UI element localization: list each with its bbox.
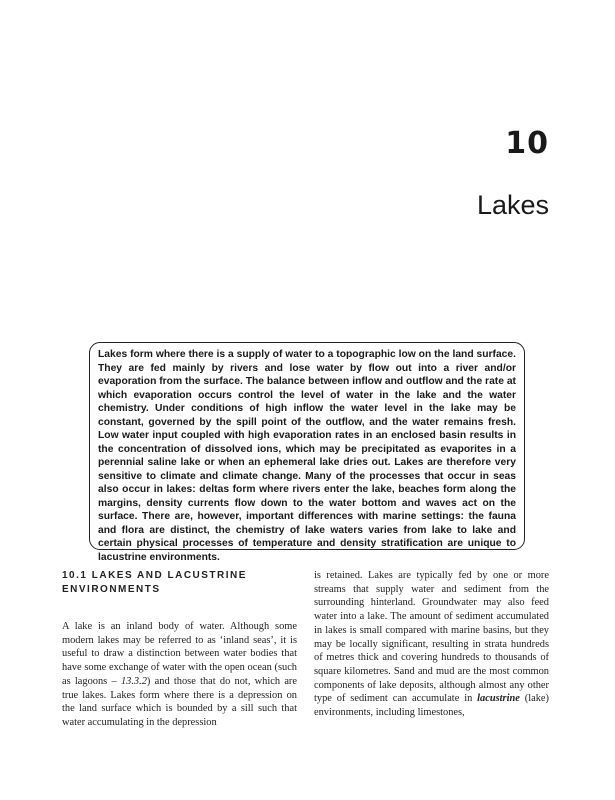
chapter-number: 10 <box>505 126 549 161</box>
chapter-summary-text: Lakes form where there is a supply of water to a topographic low on the land surface. They are fed mainly by rivers and lose water by flow out into a river and/or evaporation from the surface. The balance between inflow and outflow and the rate at which evaporation occurs control the level of water in the lake and the water chemistry. Under conditions of high inflow the water level in the lake may be constant, governed by the spill point of the outflow, and the water remains fresh. Low water input coupled with high evaporation rates in an enclosed basin results in the concentration of dissolved ions, which may be precipitated as evaporites in a perennial saline lake or when an ephemeral lake dries out. Lakes are therefore very sensitive to climate and climate change. Many of the processes that occur in seas also occur in lakes: deltas form where rivers enter the lake, beaches form along the margins, density currents flow down to the water bottom and waves act on the surface. There are, however, important differences with marine settings: the fauna and flora are distinct, the chemistry of lake waters varies from lake to lake and certain physical processes of temperature and density stratification are unique to lacustrine environments. <box>98 349 516 563</box>
chapter-summary-box <box>89 342 525 563</box>
body-text-left-1: A lake is an inland body of water. Although some modern lakes may be referred to as ‘inland seas’, it is useful to draw a distinction between water bodies that have some exchange of water with the open ocean (such as lagoons – <box>62 621 297 687</box>
section-heading: 10.1 LAKES AND LACUSTRINE ENVIRONMENTS <box>62 570 247 595</box>
body-text-right-2: (lake) environments, including limestones, <box>314 693 549 719</box>
body-paragraph-right <box>314 569 549 720</box>
body-column-right <box>314 569 549 720</box>
body-column-left <box>62 569 297 730</box>
cross-reference: 13.3.2 <box>120 675 147 687</box>
key-term: lacustrine <box>477 693 520 705</box>
chapter-title: Lakes <box>476 190 549 220</box>
body-text-left-2: ) and those that do not, which are true lakes. Lakes form where there is a depression on the land surface which is bounded by a sill such that water accumulating in the depression <box>62 675 297 728</box>
body-paragraph-left <box>62 620 297 730</box>
body-text-right-1: is retained. Lakes are typically fed by one or more streams that supply water and sediment from the surrounding hinterland. Groundwater may also feed water into a lake. The amount of sediment accumulated in lakes is small compared with marine basins, but they may be locally significant, resulting in strata hundreds of metres thick and covering hundreds to thousands of square kilometres. Sand and mud are the most common components of lake deposits, although almost any other type of sediment can accumulate in <box>314 570 549 705</box>
